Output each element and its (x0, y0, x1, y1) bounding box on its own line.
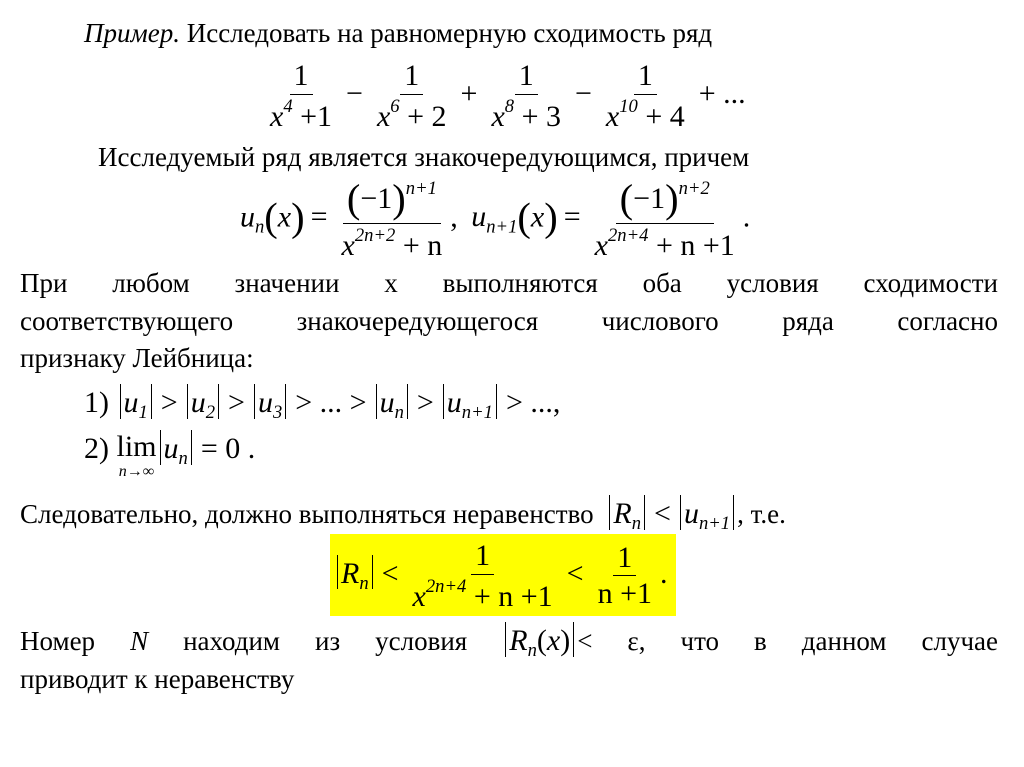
highlighted-formula: $R_n$ < $\frac{1}{x^{2n+4} + n +1}$ < $\frac{1}{n +1}$ . (334, 540, 668, 612)
series-term-2: $\frac{1}{x^6 + 2}$ (376, 59, 447, 133)
paragraph1-line2: соответствующего знакочередующегося числового ряда согласно (20, 306, 998, 336)
intro-text: Исследовать на равномерную сходимость ряд (186, 18, 713, 48)
alternating-line: Исследуемый ряд является знакочередующимся, причем (98, 142, 750, 172)
consequently-line: Следовательно, должно выполняться неравенство $R_n < u_{n+1}$ , т.е. (20, 496, 786, 534)
series-term-3: $\frac{1}{x^8 + 3}$ (491, 59, 561, 133)
un1-fraction: $\frac{(-1)^{n+2}}{x^{2n+4} + n +1}$ (594, 176, 735, 262)
series-term-4: $\frac{1}{x^{10} + 4}$ (605, 59, 685, 133)
paragraph2-line2: приводит к неравенству (20, 664, 295, 694)
series-term-1: $\frac{1}{x^4 +1}$ (270, 59, 333, 133)
paragraph2-line1: Номер N находим из условия $R_n(x) < \varepsilon$, что в данном случае (20, 623, 999, 661)
paragraph1-line1: При любом значении x выполняются оба условия сходимости (20, 268, 998, 298)
paragraph1-line3: признаку Лейбница: (20, 343, 254, 373)
intro-line (84, 18, 712, 49)
series-formula: $\frac{1}{x^4 +1}$ − $\frac{1}{x^6 + 2}$ + $\frac{1}{x^8 + 3}$ − $\frac{1}{x^{10} + 4}$ + ... (262, 60, 752, 132)
condition-1: 1) $u_1 > u_2 > u_3$ > ... > $u_n > u_{n+1}$ > ..., (84, 385, 561, 423)
un-formula: $u_n(x)$ = $\frac{(-1)^{n+1}}{x^{2n+2} + n}$ , $u_{n+1}(x)$ = $\frac{(-1)^{n+2}}{x^{2n+4} + n +1}$ . (240, 176, 751, 262)
series-ellipsis: + ... (698, 76, 746, 110)
un-fraction: $\frac{(-1)^{n+1}}{x^{2n+2} + n}$ (341, 176, 443, 262)
condition-2: 2) lim n→∞ $u_n = 0$ . (84, 430, 256, 480)
example-label: Пример. (84, 18, 180, 48)
